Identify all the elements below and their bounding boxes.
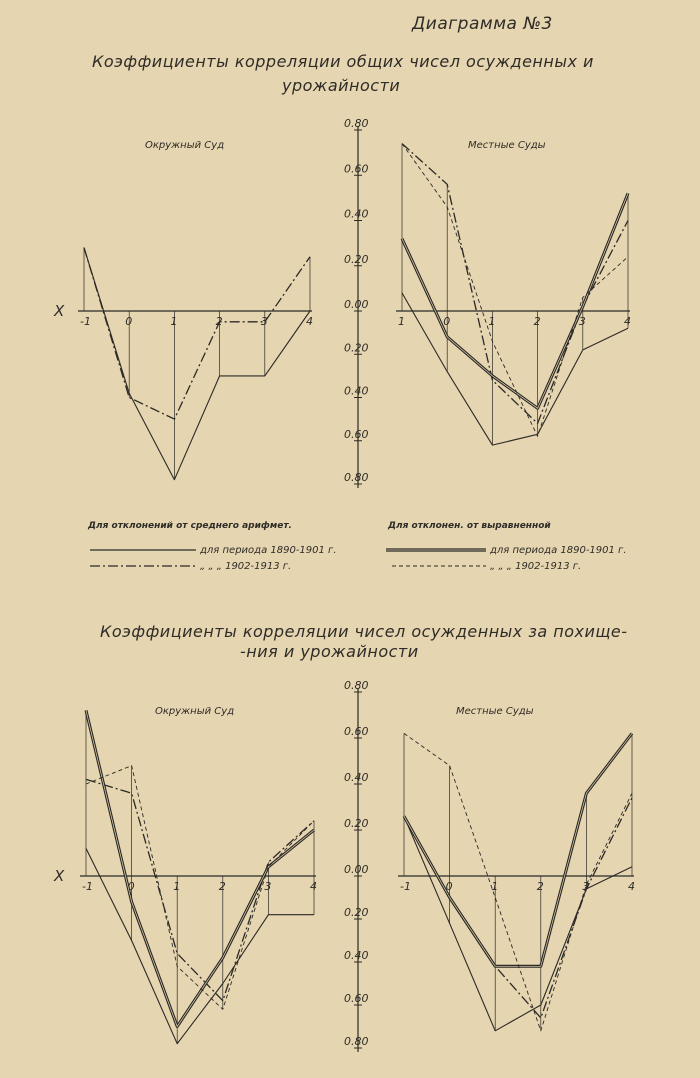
chart2-panel2-x-tick-label: 4 [628,880,635,893]
chart1-panel2-series-thick-core [402,193,628,408]
chart-1 [53,117,631,488]
chart2-panel1-x-tick-label: -1 [82,880,93,893]
legend-row-solid: для периода 1890-1901 г. [200,545,337,556]
legend-header-trend: Для отклонен. от выравненной [388,521,551,531]
chart1-y-tick-label: 0.60 [344,162,369,176]
chart1-panel1-series-dashdot [84,248,310,420]
chart1-panel1-series-solid [84,248,310,480]
legend-row-dashdot: „ „ „ 1902-1913 г. [200,561,292,572]
chart2-panel1-x-tick-label: 3 [264,880,272,893]
chart2-panel1-series-dashdot [86,779,314,1000]
chart1-title-line2: урожайности [282,76,401,95]
chart2-panel2-x-tick-label: 0 [445,880,453,893]
chart1-y-tick-label: 0.20 [344,341,369,355]
chart2-y-tick-label: 0.20 [344,906,369,919]
chart1-panel1-x-tick-label: 1 [170,315,178,328]
chart1-panel1-x-tick-label: 0 [125,315,133,328]
chart1-x-axis-label: X [54,302,65,320]
chart2-panel1-x-tick-label: 0 [127,880,135,893]
chart1-panel2-series-dashdot [402,144,628,424]
chart2-panel2-x-tick-label: 1 [491,880,499,893]
chart2-panel2-x-tick-label: -1 [400,880,411,893]
chart1-panel2-name: Местные Суды [468,140,546,151]
chart1-panel1-x-tick-label: 2 [215,315,223,328]
chart2-panel1-series-solid [86,848,314,1043]
chart1-panel2-x-tick-label: 2 [533,315,541,328]
chart2-panel1-series-thick [86,710,314,1026]
chart2-y-tick-label: 0.80 [344,1035,369,1048]
chart1-panel2-x-tick-label: 1 [488,315,496,328]
chart1-panel2-x-tick-label: 1 [398,315,405,328]
chart1-title-line1: Коэффициенты корреляции общих чисел осужденных и [92,52,594,71]
chart1-y-tick-label: 0.80 [344,117,369,130]
chart2-y-tick-label: 0.60 [344,992,369,1005]
chart2-panel1-series-thick-core [86,710,314,1026]
chart2-panel1-name: Окружный Суд [155,706,235,717]
chart2-panel1-series-dashed [86,766,314,1010]
chart1-y-tick-label: 0.20 [344,252,369,266]
legend [87,521,627,572]
chart1-y-tick-label: 0.40 [344,207,369,221]
chart2-panel1-x-tick-label: 2 [218,880,226,893]
chart1-panel1-name: Окружный Суд [145,140,225,151]
chart2-x-axis-label: X [54,867,65,885]
chart2-panel1-x-tick-label: 4 [310,880,317,893]
chart2-y-tick-label: 0.20 [344,817,369,830]
chart2-title-line1: Коэффициенты корреляции чисел осужденных за похище- [100,622,628,641]
chart1-y-tick-label: 0.60 [344,427,369,441]
chart2-panel2-series-dashdot [404,798,632,1018]
chart2-y-tick-label: 0.00 [344,863,369,876]
chart1-panel1-x-tick-label: 4 [306,315,313,328]
chart2-panel2-name: Местные Суды [456,706,534,717]
chart1-panel1-x-tick-label: -1 [80,315,91,328]
chart2-y-tick-label: 0.40 [344,771,369,784]
chart2-panel2-x-tick-label: 2 [536,880,544,893]
legend-row-thick: для периода 1890-1901 г. [490,545,627,556]
chart2-y-tick-label: 0.60 [344,725,369,738]
chart1-panel2-x-tick-label: 3 [578,315,586,328]
chart1-panel2-x-tick-label: 0 [443,315,451,328]
chart2-title-line2: -ния и урожайности [240,642,419,661]
legend-row-dashed: „ „ „ 1902-1913 г. [490,561,582,572]
chart2-panel2-series-solid [404,816,632,1031]
chart2-panel2-series-thick [404,733,632,966]
legend-header-mean: Для отклонений от среднего арифмет. [88,521,292,531]
chart-2 [53,679,635,1052]
chart1-panel2-x-tick-label: 4 [624,315,631,328]
chart2-y-tick-label: 0.80 [344,679,369,692]
chart1-panel2-series-thick [402,193,628,408]
chart2-panel2-x-tick-label: 3 [582,880,590,893]
chart2-panel2-series-thick-core [404,733,632,966]
chart2-y-tick-label: 0.40 [344,949,369,962]
chart1-y-tick-label: 0.80 [344,471,369,484]
chart1-y-tick-label: 0.00 [344,298,369,311]
chart1-y-tick-label: 0.40 [344,384,369,398]
chart1-panel1-x-tick-label: 3 [260,315,268,328]
diagram-label: Диаграмма №3 [412,14,553,34]
chart2-panel1-x-tick-label: 1 [173,880,181,893]
